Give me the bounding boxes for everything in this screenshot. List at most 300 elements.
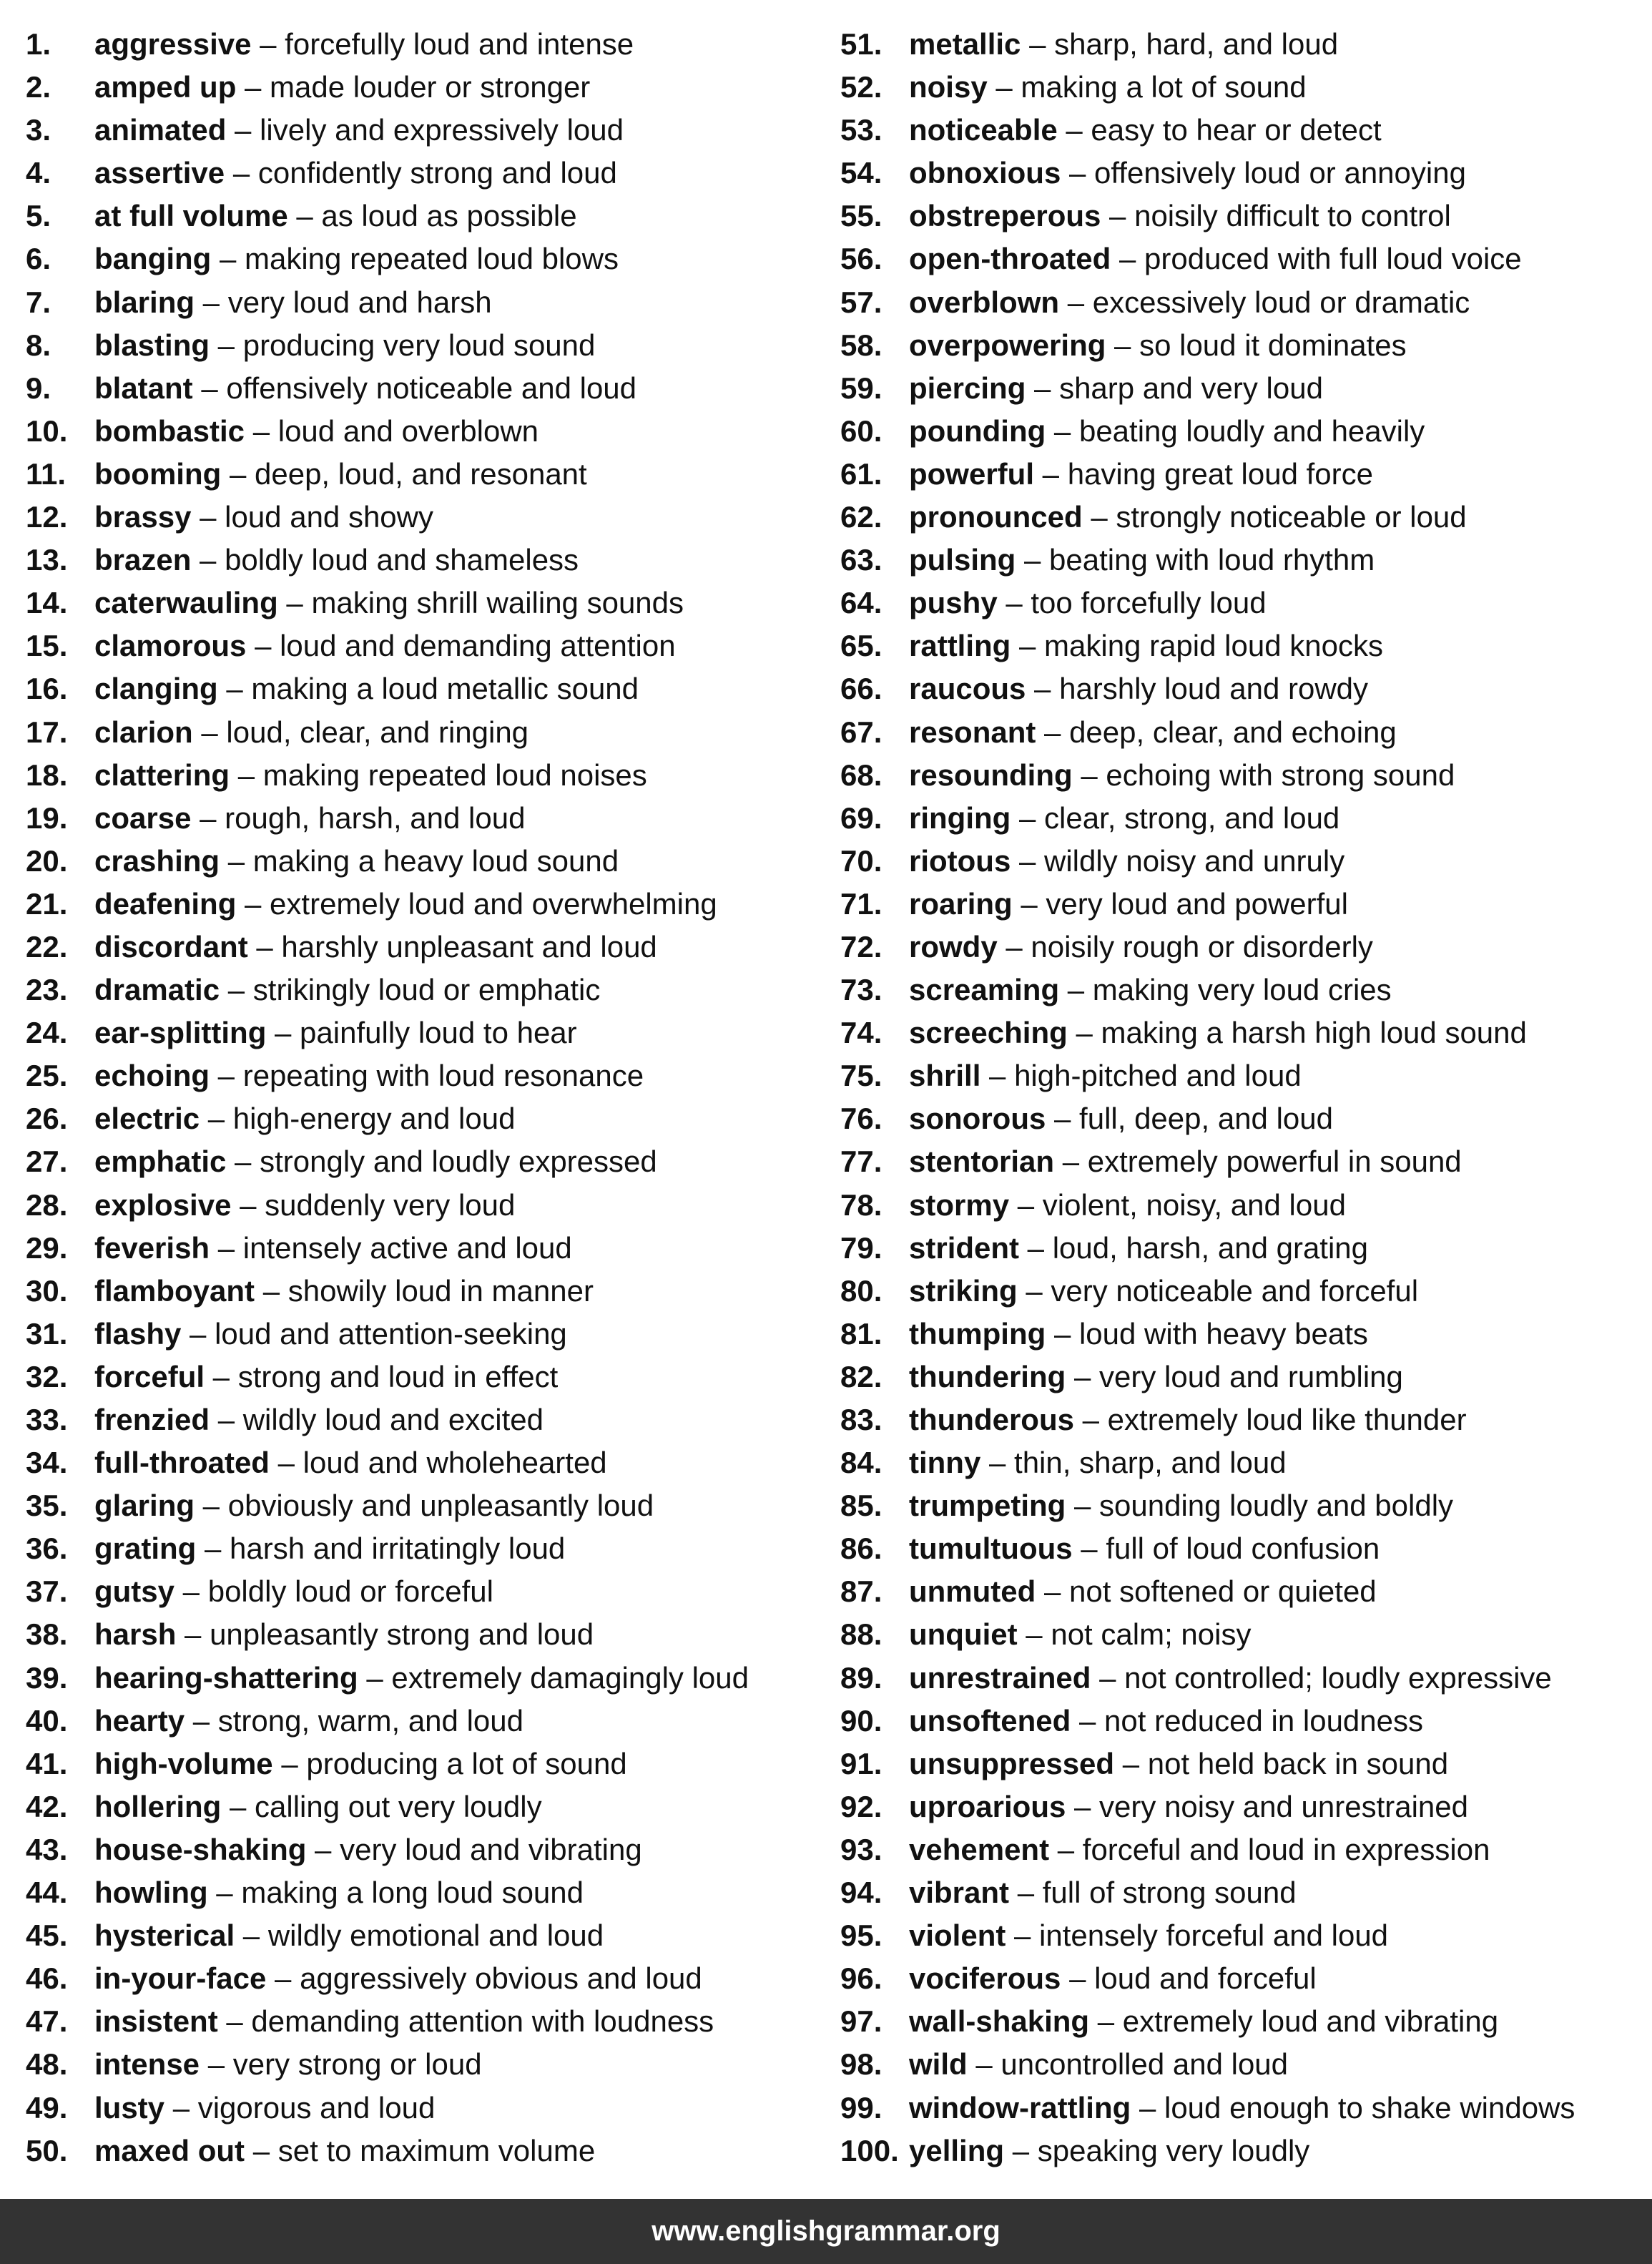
entry-text xyxy=(909,582,1267,624)
entry-number: 38. xyxy=(26,1617,68,1652)
entry-definition: – uncontrolled and loud xyxy=(967,2047,1289,2082)
entry-word: brazen xyxy=(94,543,192,577)
entry-number: 2. xyxy=(26,70,51,104)
entry-definition: – unpleasantly strong and loud xyxy=(176,1617,594,1652)
entry-definition: – making a long loud sound xyxy=(207,1876,584,1910)
entry-number: 94. xyxy=(840,1876,882,1910)
entry-text xyxy=(909,2130,1309,2172)
entry-text xyxy=(94,1914,604,1957)
entry-number: 57. xyxy=(840,285,882,319)
entry-text xyxy=(94,1484,654,1527)
entry-word: assertive xyxy=(94,156,225,190)
entry-word: thunderous xyxy=(909,1403,1074,1436)
entry-number: 8. xyxy=(26,328,51,362)
entry-text xyxy=(909,1914,1388,1957)
entry-definition: – intensely active and loud xyxy=(210,1230,572,1265)
entry-number: 52. xyxy=(840,70,882,104)
word-entry xyxy=(840,1184,1641,1227)
entry-definition: – made louder or stronger xyxy=(236,70,591,104)
entry-definition: – loud and attention-seeking xyxy=(181,1316,567,1351)
entry-number: 79. xyxy=(840,1230,882,1265)
entry-number: 26. xyxy=(26,1102,68,1136)
entry-text xyxy=(94,840,619,883)
entry-definition: – extremely powerful in sound xyxy=(1054,1145,1462,1179)
entry-definition: – forcefully loud and intense xyxy=(251,27,634,61)
entry-text xyxy=(94,367,636,410)
entry-definition: – noisily rough or disorderly xyxy=(997,929,1373,964)
entry-word: piercing xyxy=(909,371,1026,405)
entry-number: 35. xyxy=(26,1489,68,1523)
entry-word: unsoftened xyxy=(909,1703,1071,1738)
word-entry xyxy=(840,237,1641,280)
entry-text xyxy=(909,1700,1423,1743)
word-entry xyxy=(840,1356,1641,1398)
entry-word: lusty xyxy=(94,2090,165,2125)
entry-word: hearing-shattering xyxy=(94,1660,358,1695)
entry-text xyxy=(909,840,1344,883)
entry-definition: – high-energy and loud xyxy=(200,1102,516,1136)
entry-word: clanging xyxy=(94,672,218,706)
word-entry xyxy=(840,410,1641,453)
entry-text xyxy=(909,410,1425,453)
entry-word: intense xyxy=(94,2047,200,2082)
entry-word: raucous xyxy=(909,672,1026,706)
entry-number: 34. xyxy=(26,1446,68,1480)
word-entry xyxy=(26,582,827,624)
entry-number: 21. xyxy=(26,886,68,921)
entry-word: wall-shaking xyxy=(909,2004,1090,2039)
entry-definition: – making rapid loud knocks xyxy=(1011,629,1383,663)
entry-word: overblown xyxy=(909,285,1060,319)
entry-text xyxy=(909,1356,1403,1398)
word-entry xyxy=(840,1270,1641,1313)
entry-word: strident xyxy=(909,1230,1020,1265)
entry-text xyxy=(94,2087,435,2130)
entry-word: high-volume xyxy=(94,1746,273,1780)
entry-text xyxy=(94,1441,607,1484)
entry-definition: – wildly emotional and loud xyxy=(235,1918,604,1953)
entry-number: 24. xyxy=(26,1016,68,1050)
entry-word: uproarious xyxy=(909,1789,1066,1823)
word-entry xyxy=(26,539,827,582)
entry-number: 51. xyxy=(840,27,882,61)
word-entry xyxy=(26,152,827,195)
entry-definition: – loud with heavy beats xyxy=(1046,1316,1368,1351)
entry-definition: – very strong or loud xyxy=(200,2047,482,2082)
entry-number: 67. xyxy=(840,715,882,749)
entry-word: coarse xyxy=(94,800,192,835)
entry-number: 100. xyxy=(840,2133,899,2167)
footer-website-url[interactable]: www.englishgrammar.org xyxy=(652,2215,1000,2247)
entry-text xyxy=(94,1743,627,1785)
entry-text xyxy=(909,2000,1498,2043)
entry-word: insistent xyxy=(94,2004,218,2039)
entry-definition: – making very loud cries xyxy=(1059,973,1392,1007)
word-entry xyxy=(26,367,827,410)
word-entry xyxy=(840,1140,1641,1183)
entry-definition: – loud, harsh, and grating xyxy=(1019,1230,1369,1265)
word-entry xyxy=(26,195,827,237)
entry-text xyxy=(909,1570,1377,1613)
entry-number: 63. xyxy=(840,543,882,577)
word-entry xyxy=(840,754,1641,797)
entry-word: blatant xyxy=(94,371,193,405)
entry-text xyxy=(909,1011,1527,1054)
entry-definition: – offensively loud or annoying xyxy=(1061,156,1466,190)
entry-text xyxy=(909,1828,1490,1871)
entry-word: resonant xyxy=(909,715,1036,749)
entry-definition: – as loud as possible xyxy=(287,199,577,233)
word-entry xyxy=(840,1785,1641,1828)
entry-word: at full volume xyxy=(94,199,288,233)
entry-word: rattling xyxy=(909,629,1011,663)
entry-text xyxy=(94,1398,544,1441)
entry-text xyxy=(909,1140,1462,1183)
word-entry xyxy=(840,2043,1641,2086)
entry-definition: – harshly unpleasant and loud xyxy=(247,929,657,964)
entry-text xyxy=(909,66,1307,109)
word-entry xyxy=(840,1441,1641,1484)
entry-text xyxy=(94,1011,577,1054)
entry-number: 65. xyxy=(840,629,882,663)
word-entry xyxy=(840,2000,1641,2043)
entry-word: blasting xyxy=(94,328,210,362)
entry-definition: – very loud and powerful xyxy=(1012,886,1348,921)
word-entry xyxy=(840,1570,1641,1613)
entry-number: 99. xyxy=(840,2090,882,2125)
entry-word: echoing xyxy=(94,1059,210,1093)
entry-definition: – sharp and very loud xyxy=(1026,371,1323,405)
entry-number: 55. xyxy=(840,199,882,233)
entry-word: violent xyxy=(909,1918,1006,1953)
entry-text xyxy=(94,324,595,367)
entry-definition: – having great loud force xyxy=(1034,456,1373,491)
entry-text xyxy=(909,969,1392,1011)
entry-number: 11. xyxy=(26,456,67,491)
entry-word: hearty xyxy=(94,1703,185,1738)
word-entry xyxy=(840,1484,1641,1527)
entry-definition: – confidently strong and loud xyxy=(225,156,617,190)
entry-word: wild xyxy=(909,2047,968,2082)
entry-number: 49. xyxy=(26,2090,68,2125)
entry-number: 59. xyxy=(840,371,882,405)
entry-definition: – very loud and vibrating xyxy=(306,1832,642,1866)
word-entry xyxy=(840,66,1641,109)
entry-definition: – not calm; noisy xyxy=(1017,1617,1252,1652)
entry-number: 33. xyxy=(26,1403,68,1436)
entry-word: grating xyxy=(94,1532,197,1566)
word-entry xyxy=(840,109,1641,152)
entry-word: obstreperous xyxy=(909,199,1101,233)
entry-definition: – not controlled; loudly expressive xyxy=(1091,1660,1552,1695)
word-entry xyxy=(840,23,1641,66)
entry-text xyxy=(909,711,1397,754)
word-entry xyxy=(840,1613,1641,1656)
entry-definition: – producing very loud sound xyxy=(210,328,596,362)
entry-definition: – making a harsh high loud sound xyxy=(1067,1016,1527,1050)
entry-number: 9. xyxy=(26,371,51,405)
word-entry xyxy=(26,667,827,710)
entry-word: shrill xyxy=(909,1059,981,1093)
entry-word: feverish xyxy=(94,1230,210,1265)
entry-number: 20. xyxy=(26,843,68,878)
entry-text xyxy=(909,1957,1317,2000)
entry-text xyxy=(94,66,590,109)
entry-text xyxy=(909,23,1338,66)
entry-text xyxy=(909,1097,1333,1140)
entry-definition: – intensely forceful and loud xyxy=(1006,1918,1389,1953)
entry-text xyxy=(94,667,639,710)
word-entry xyxy=(26,883,827,926)
entry-word: in-your-face xyxy=(94,1961,267,1996)
word-entry xyxy=(26,2043,827,2086)
entry-word: blaring xyxy=(94,285,195,319)
entry-definition: – extremely damagingly loud xyxy=(358,1660,749,1695)
entry-definition: – loud, clear, and ringing xyxy=(192,715,529,749)
word-entry xyxy=(26,1613,827,1656)
entry-word: animated xyxy=(94,113,227,147)
entry-definition: – obviously and unpleasantly loud xyxy=(195,1489,654,1523)
entry-definition: – beating loudly and heavily xyxy=(1046,413,1425,448)
word-entry xyxy=(26,1441,827,1484)
entry-definition: – suddenly very loud xyxy=(231,1187,516,1222)
entry-text xyxy=(909,1313,1368,1356)
entry-text xyxy=(909,1184,1346,1227)
entry-word: house-shaking xyxy=(94,1832,307,1866)
entry-number: 22. xyxy=(26,929,68,964)
entry-number: 15. xyxy=(26,629,68,663)
entry-definition: – speaking very loudly xyxy=(1004,2133,1310,2167)
entry-word: caterwauling xyxy=(94,586,278,620)
entry-text xyxy=(94,1527,565,1570)
entry-text xyxy=(94,624,676,667)
entry-definition: – making shrill wailing sounds xyxy=(277,586,684,620)
entry-text xyxy=(909,195,1451,237)
entry-word: thundering xyxy=(909,1359,1066,1393)
word-entry xyxy=(26,840,827,883)
entry-number: 39. xyxy=(26,1660,68,1695)
entry-number: 77. xyxy=(840,1145,882,1179)
entry-text xyxy=(909,2087,1575,2130)
entry-text xyxy=(909,797,1339,840)
word-entry xyxy=(26,1743,827,1785)
word-list-right-column xyxy=(840,23,1641,2172)
entry-number: 25. xyxy=(26,1059,68,1093)
entry-word: sonorous xyxy=(909,1102,1046,1136)
entry-number: 93. xyxy=(840,1832,882,1866)
entry-number: 60. xyxy=(840,413,882,448)
entry-number: 95. xyxy=(840,1918,882,1953)
word-entry xyxy=(26,969,827,1011)
entry-definition: – full, deep, and loud xyxy=(1046,1102,1333,1136)
entry-word: explosive xyxy=(94,1187,232,1222)
word-entry xyxy=(26,1097,827,1140)
entry-word: booming xyxy=(94,456,222,491)
entry-word: pulsing xyxy=(909,543,1016,577)
entry-definition: – wildly noisy and unruly xyxy=(1011,843,1345,878)
entry-word: riotous xyxy=(909,843,1011,878)
entry-definition: – very loud and harsh xyxy=(195,285,492,319)
entry-text xyxy=(909,152,1466,195)
word-entry xyxy=(840,969,1641,1011)
word-entry xyxy=(840,152,1641,195)
entry-text xyxy=(909,2043,1288,2086)
word-entry xyxy=(26,926,827,969)
entry-number: 50. xyxy=(26,2133,68,2167)
entry-definition: – loud and wholehearted xyxy=(269,1446,607,1480)
entry-text xyxy=(94,1270,594,1313)
entry-number: 47. xyxy=(26,2004,68,2039)
entry-word: ear-splitting xyxy=(94,1016,267,1050)
entry-word: window-rattling xyxy=(909,2090,1131,2125)
entry-definition: – producing a lot of sound xyxy=(272,1746,627,1780)
word-entry xyxy=(26,1828,827,1871)
entry-number: 3. xyxy=(26,113,51,147)
entry-number: 45. xyxy=(26,1918,68,1953)
entry-text xyxy=(909,1785,1468,1828)
entry-definition: – deep, clear, and echoing xyxy=(1036,715,1397,749)
entry-word: vociferous xyxy=(909,1961,1061,1996)
word-entry xyxy=(26,754,827,797)
entry-word: yelling xyxy=(909,2133,1005,2167)
entry-number: 69. xyxy=(840,800,882,835)
word-entry xyxy=(840,453,1641,496)
entry-number: 5. xyxy=(26,199,51,233)
word-entry xyxy=(26,1270,827,1313)
entry-text xyxy=(909,1441,1287,1484)
entry-definition: – loud and overblown xyxy=(245,413,539,448)
entry-word: banging xyxy=(94,242,212,276)
entry-text xyxy=(94,152,617,195)
entry-number: 84. xyxy=(840,1446,882,1480)
entry-number: 70. xyxy=(840,843,882,878)
entry-definition: – strikingly loud or emphatic xyxy=(220,973,601,1007)
entry-number: 54. xyxy=(840,156,882,190)
word-entry xyxy=(26,1140,827,1183)
word-entry xyxy=(840,1743,1641,1785)
entry-text xyxy=(94,1700,523,1743)
entry-word: stormy xyxy=(909,1187,1010,1222)
word-entry xyxy=(840,711,1641,754)
entry-number: 87. xyxy=(840,1574,882,1609)
entry-number: 7. xyxy=(26,285,51,319)
word-entry xyxy=(26,1011,827,1054)
word-entry xyxy=(26,1184,827,1227)
entry-definition: – full of loud confusion xyxy=(1072,1532,1380,1566)
entry-number: 92. xyxy=(840,1789,882,1823)
entry-word: pounding xyxy=(909,413,1046,448)
entry-number: 85. xyxy=(840,1489,882,1523)
entry-word: pronounced xyxy=(909,500,1083,534)
word-entry xyxy=(26,1484,827,1527)
entry-number: 30. xyxy=(26,1273,68,1308)
entry-word: unquiet xyxy=(909,1617,1018,1652)
entry-word: trumpeting xyxy=(909,1489,1066,1523)
word-entry xyxy=(26,109,827,152)
entry-definition: – easy to hear or detect xyxy=(1057,113,1382,147)
entry-word: brassy xyxy=(94,500,192,534)
word-list-left-column xyxy=(26,23,827,2172)
entry-definition: – demanding attention with loudness xyxy=(217,2004,714,2039)
entry-definition: – showily loud in manner xyxy=(255,1273,594,1308)
entry-word: harsh xyxy=(94,1617,177,1652)
word-entry xyxy=(840,195,1641,237)
entry-definition: – not held back in sound xyxy=(1114,1746,1449,1780)
entry-text xyxy=(94,1054,644,1097)
entry-definition: – calling out very loudly xyxy=(221,1789,542,1823)
entry-definition: – thin, sharp, and loud xyxy=(980,1446,1287,1480)
entry-number: 48. xyxy=(26,2047,68,2082)
entry-word: hollering xyxy=(94,1789,222,1823)
entry-text xyxy=(909,496,1467,539)
entry-number: 17. xyxy=(26,715,68,749)
entry-number: 28. xyxy=(26,1187,68,1222)
entry-word: unsuppressed xyxy=(909,1746,1115,1780)
word-entry xyxy=(26,624,827,667)
entry-text xyxy=(94,109,624,152)
word-entry xyxy=(26,1227,827,1270)
entry-number: 16. xyxy=(26,672,68,706)
entry-word: deafening xyxy=(94,886,237,921)
entry-definition: – strongly and loudly expressed xyxy=(226,1145,657,1179)
entry-number: 61. xyxy=(840,456,882,491)
entry-word: aggressive xyxy=(94,27,252,61)
word-entry xyxy=(840,1054,1641,1097)
entry-number: 64. xyxy=(840,586,882,620)
entry-text xyxy=(94,1828,642,1871)
word-entry xyxy=(840,539,1641,582)
entry-number: 36. xyxy=(26,1532,68,1566)
entry-text xyxy=(909,1484,1453,1527)
entry-word: hysterical xyxy=(94,1918,235,1953)
entry-text xyxy=(909,109,1382,152)
entry-number: 1. xyxy=(26,27,51,61)
entry-number: 10. xyxy=(26,413,68,448)
entry-word: tinny xyxy=(909,1446,981,1480)
entry-text xyxy=(94,195,577,237)
entry-word: ringing xyxy=(909,800,1011,835)
word-entry xyxy=(26,281,827,324)
entry-text xyxy=(94,582,684,624)
entry-definition: – high-pitched and loud xyxy=(980,1059,1302,1093)
entry-word: roaring xyxy=(909,886,1013,921)
entry-text xyxy=(94,797,525,840)
entry-text xyxy=(909,883,1348,926)
entry-text xyxy=(94,1785,542,1828)
entry-text xyxy=(909,324,1407,367)
entry-definition: – vigorous and loud xyxy=(164,2090,436,2125)
entry-definition: – harshly loud and rowdy xyxy=(1026,672,1369,706)
entry-number: 72. xyxy=(840,929,882,964)
entry-word: dramatic xyxy=(94,973,220,1007)
entry-definition: – beating with loud rhythm xyxy=(1016,543,1375,577)
entry-number: 66. xyxy=(840,672,882,706)
entry-definition: – excessively loud or dramatic xyxy=(1059,285,1470,319)
entry-text xyxy=(94,1957,702,2000)
entry-text xyxy=(94,1570,493,1613)
entry-word: obnoxious xyxy=(909,156,1061,190)
entry-definition: – making repeated loud blows xyxy=(211,242,619,276)
entry-definition: – strongly noticeable or loud xyxy=(1082,500,1467,534)
entry-word: flamboyant xyxy=(94,1273,255,1308)
entry-definition: – clear, strong, and loud xyxy=(1011,800,1340,835)
word-entry xyxy=(840,582,1641,624)
entry-number: 23. xyxy=(26,973,68,1007)
entry-word: powerful xyxy=(909,456,1034,491)
entry-number: 44. xyxy=(26,1876,68,1910)
word-entry xyxy=(840,797,1641,840)
entry-number: 58. xyxy=(840,328,882,362)
